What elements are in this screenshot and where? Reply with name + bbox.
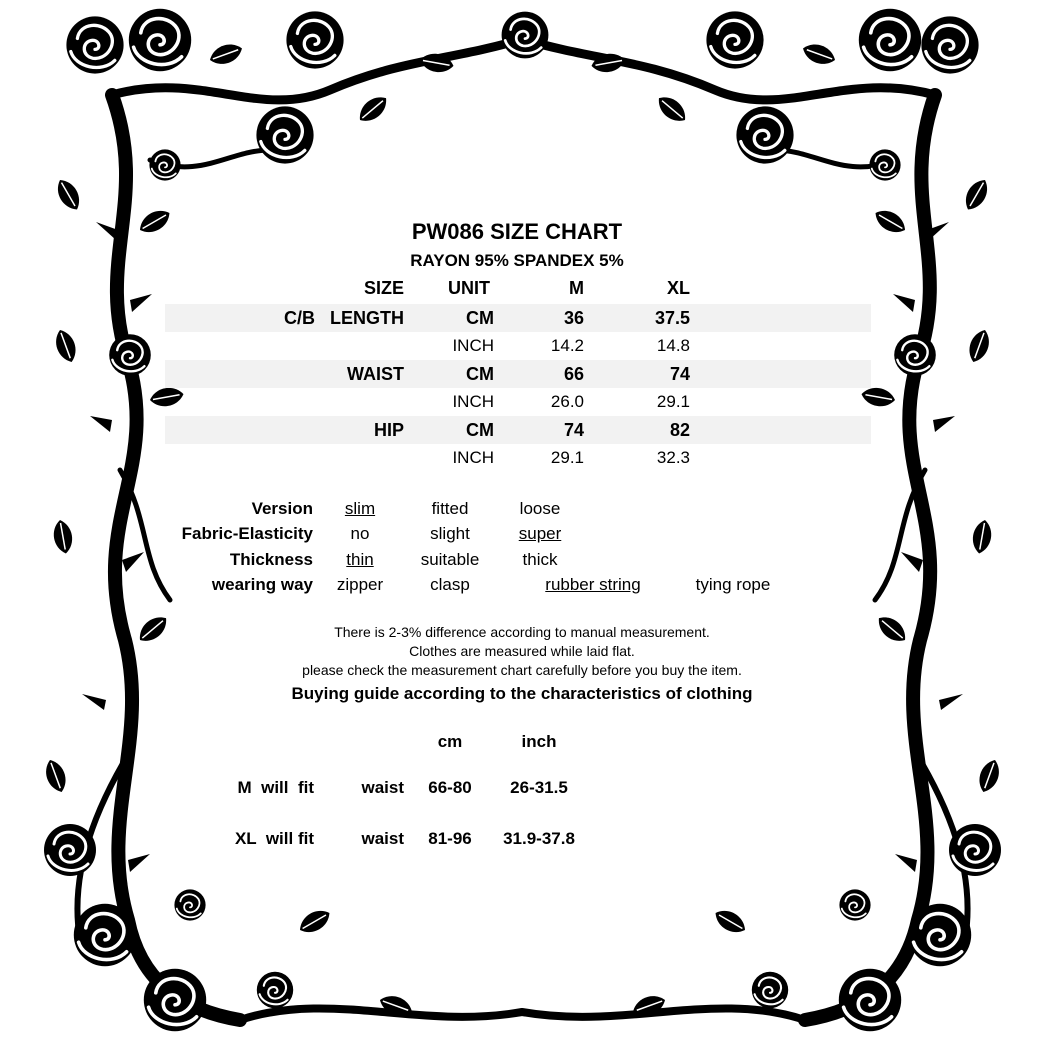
cell-length-xl-cm: 37.5 bbox=[654, 308, 690, 328]
note-measurement-difference: There is 2-3% difference according to manual measurement. bbox=[334, 624, 710, 640]
cell-length-m-inch: 14.2 bbox=[550, 336, 584, 355]
attr-option-slight: slight bbox=[430, 524, 470, 543]
header-unit: UNIT bbox=[448, 278, 490, 298]
note-check-chart: please check the measurement chart carefully before you buy the item. bbox=[302, 662, 742, 678]
material-composition: RAYON 95% SPANDEX 5% bbox=[410, 251, 624, 270]
attr-option-fitted: fitted bbox=[431, 499, 469, 518]
attr-option-loose: loose bbox=[519, 499, 561, 518]
cell-hip-m-inch: 29.1 bbox=[550, 448, 584, 467]
attr-option-thin: thin bbox=[346, 550, 374, 569]
buying-guide-col-inch: inch bbox=[521, 732, 557, 751]
header-col-xl: XL bbox=[666, 278, 690, 298]
guide-part-m: waist bbox=[361, 778, 404, 797]
guide-label-xl: XL will fit bbox=[234, 829, 314, 848]
attr-option-super: super bbox=[518, 524, 562, 543]
cell-waist-m-cm: 66 bbox=[563, 364, 584, 384]
row-unit-waist-inch: INCH bbox=[452, 392, 494, 411]
attr-option-suitable: suitable bbox=[420, 550, 480, 569]
attr-option-zipper: zipper bbox=[336, 575, 384, 594]
row-label-hip: HIP bbox=[373, 420, 404, 440]
attr-option-clasp: clasp bbox=[430, 575, 470, 594]
row-unit-hip-cm: CM bbox=[466, 420, 494, 440]
cell-waist-m-inch: 26.0 bbox=[550, 392, 584, 411]
note-laid-flat: Clothes are measured while laid flat. bbox=[409, 643, 635, 659]
row-unit-waist-cm: CM bbox=[466, 364, 494, 384]
row-label-waist: WAIST bbox=[347, 364, 404, 384]
attr-option-tying-rope: tying rope bbox=[695, 575, 771, 594]
buying-guide-col-cm: cm bbox=[437, 732, 463, 751]
guide-cm-xl: 81-96 bbox=[428, 829, 472, 848]
attr-label-version: Version bbox=[251, 499, 313, 518]
attr-option-rubber-string: rubber string bbox=[545, 575, 641, 594]
header-col-m: M bbox=[569, 278, 584, 298]
guide-cm-m: 66-80 bbox=[428, 778, 472, 797]
header-size: SIZE bbox=[363, 278, 404, 298]
cell-hip-m-cm: 74 bbox=[563, 420, 584, 440]
row-unit-length-cm: CM bbox=[466, 308, 494, 328]
attr-label-elasticity: Fabric-Elasticity bbox=[181, 524, 313, 543]
cell-waist-xl-inch: 29.1 bbox=[656, 392, 690, 411]
cell-hip-xl-cm: 82 bbox=[669, 420, 690, 440]
cell-length-m-cm: 36 bbox=[563, 308, 584, 328]
cell-length-xl-inch: 14.8 bbox=[656, 336, 690, 355]
attr-option-slim: slim bbox=[344, 499, 376, 518]
attr-label-thickness: Thickness bbox=[229, 550, 313, 569]
attr-option-thick: thick bbox=[522, 550, 558, 569]
row-label-length: C/B LENGTH bbox=[284, 308, 404, 328]
row-unit-hip-inch: INCH bbox=[452, 448, 494, 467]
cell-hip-xl-inch: 32.3 bbox=[656, 448, 690, 467]
guide-inch-m: 26-31.5 bbox=[510, 778, 568, 797]
guide-label-m: M will fit bbox=[237, 778, 314, 797]
cell-waist-xl-cm: 74 bbox=[669, 364, 690, 384]
attr-option-no: no bbox=[350, 524, 370, 543]
guide-inch-xl: 31.9-37.8 bbox=[503, 829, 575, 848]
guide-part-xl: waist bbox=[361, 829, 404, 848]
attr-label-wearing-way: wearing way bbox=[211, 575, 313, 594]
buying-guide-heading: Buying guide according to the characteristics of clothing bbox=[291, 684, 753, 703]
page-title: PW086 SIZE CHART bbox=[411, 219, 623, 244]
row-unit-length-inch: INCH bbox=[452, 336, 494, 355]
